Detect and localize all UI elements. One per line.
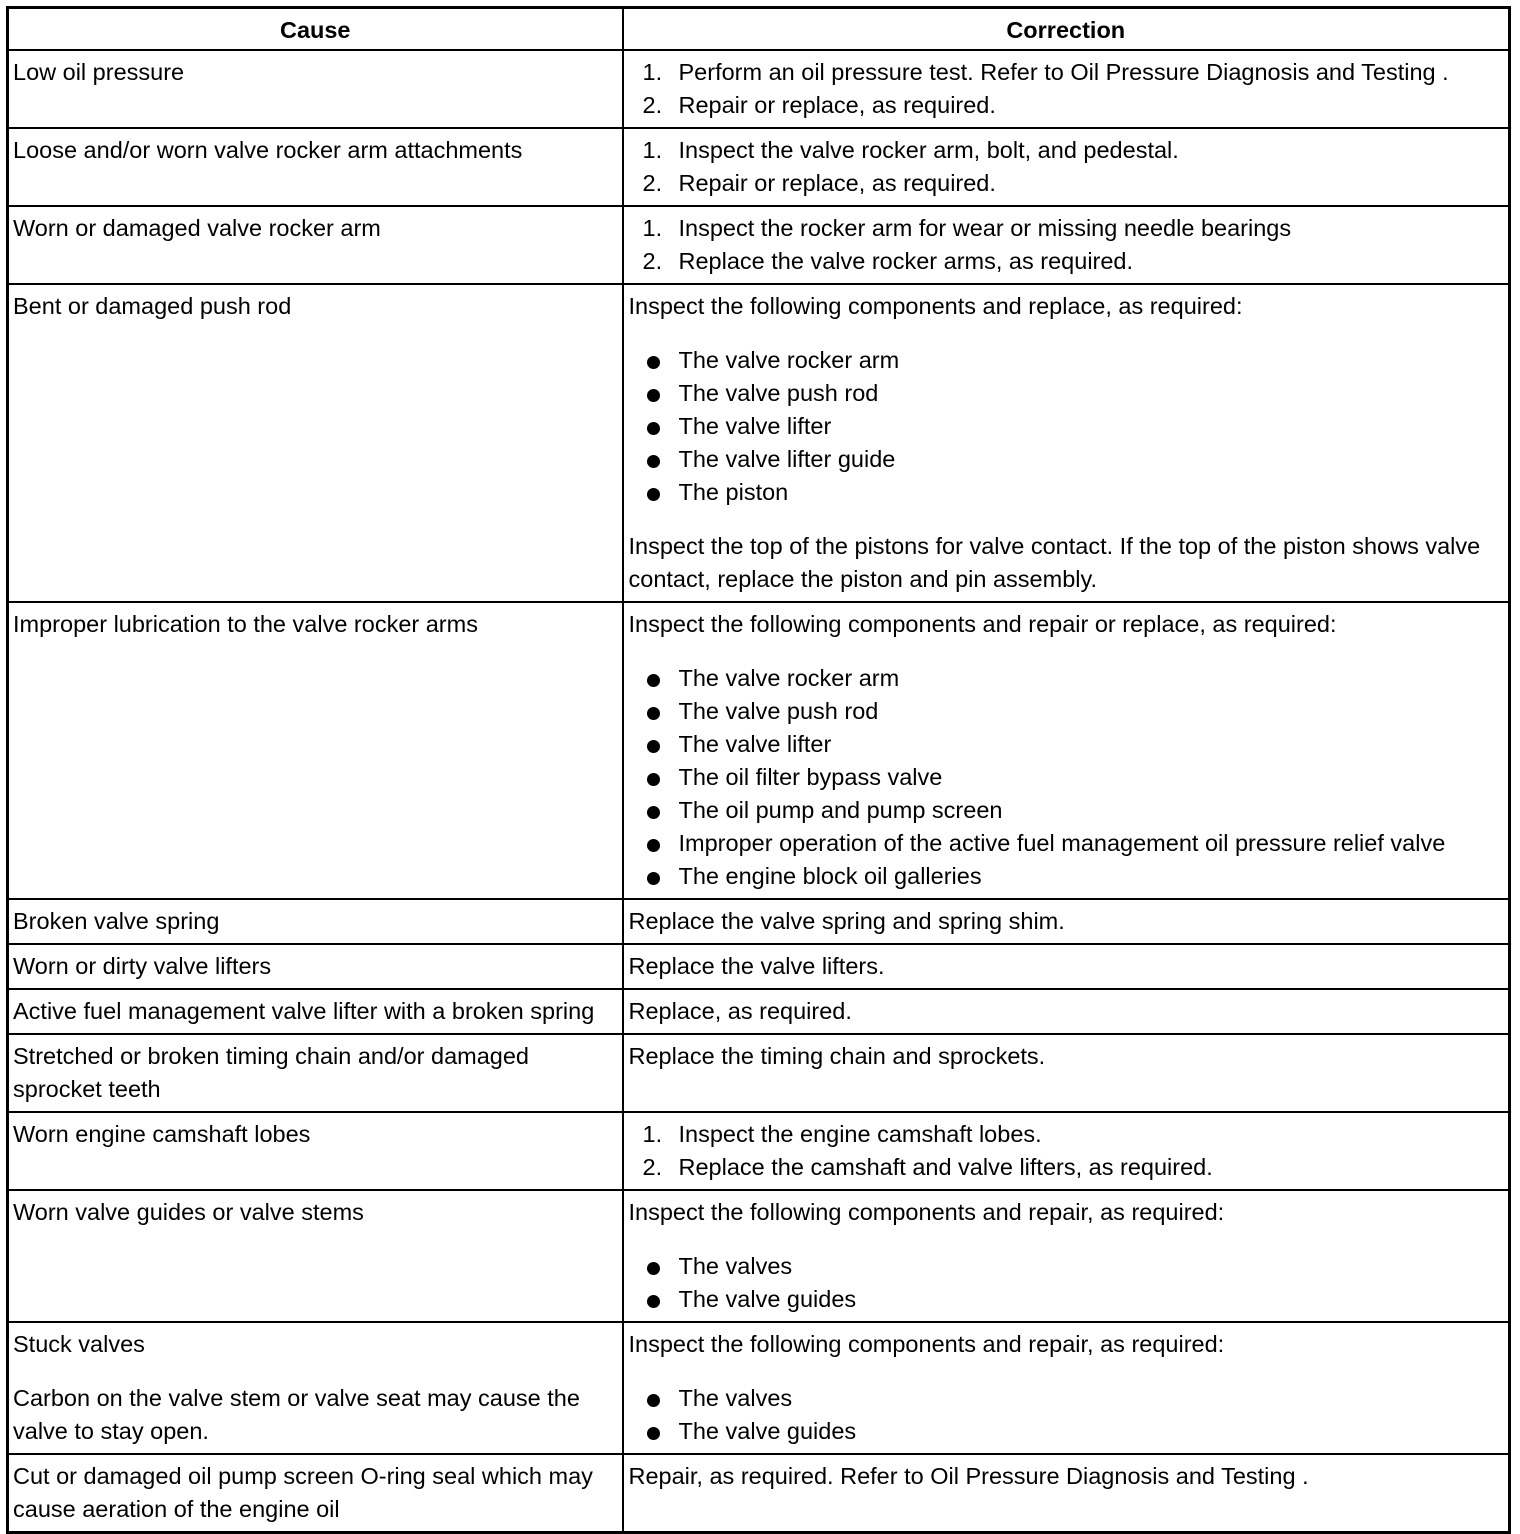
cause-text: Stuck valves [13,1331,145,1357]
step-text: Inspect the engine camshaft lobes. [678,1121,1042,1147]
correction-cell [623,944,1510,989]
correction-cell [623,1034,1510,1112]
numbered-step [629,245,1507,278]
step-number: 1. [642,215,663,241]
step-number: 1. [642,1121,663,1147]
numbered-step [629,212,1507,245]
numbered-steps [629,1118,1507,1184]
bullet-icon [647,356,660,369]
cause-column-header: Cause [8,8,623,51]
bullet-icon [647,1295,660,1308]
diagnostic-table [6,6,1511,1534]
component-list [629,344,1507,509]
component-list [629,1250,1507,1316]
table-row [8,944,1510,989]
table-row [8,1190,1510,1322]
cause-cell [8,944,623,989]
table-row [8,1454,1510,1533]
cause-text: Worn or damaged valve rocker arm [13,215,381,241]
component-text: The piston [678,479,789,505]
table-row [8,989,1510,1034]
bullet-icon [647,1394,660,1407]
numbered-steps [629,56,1507,122]
component-item [629,860,1507,893]
cause-cell [8,128,623,206]
step-number: 2. [642,1154,663,1180]
cause-cell [8,284,623,602]
cause-text: Stretched or broken timing chain and/or damaged sprocket teeth [13,1043,530,1102]
component-item [629,827,1507,860]
component-text: The valve lifter [678,413,832,439]
component-text: The valve lifter guide [678,446,896,472]
cause-text: Loose and/or worn valve rocker arm attachments [13,137,523,163]
cause-cell [8,602,623,899]
correction-cell [623,899,1510,944]
component-item [629,695,1507,728]
component-text: Improper operation of the active fuel management oil pressure relief valve [678,830,1446,856]
component-item [629,443,1507,476]
cause-cell [8,899,623,944]
component-item [629,344,1507,377]
numbered-step [629,56,1507,89]
component-item [629,1283,1507,1316]
correction-cell [623,206,1510,284]
cause-text: Broken valve spring [13,908,220,934]
component-text: The valve lifter [678,731,832,757]
numbered-steps [629,212,1507,278]
component-text: The oil filter bypass valve [678,764,943,790]
bullet-icon [647,773,660,786]
bullet-icon [647,674,660,687]
bullet-icon [647,1427,660,1440]
table-row [8,1322,1510,1454]
component-item [629,728,1507,761]
correction-cell [623,602,1510,899]
cause-note: Carbon on the valve stem or valve seat may cause the valve to stay open. [13,1385,580,1444]
cause-cell [8,206,623,284]
correction-text: Replace the valve lifters. [628,953,885,979]
numbered-step [629,167,1507,200]
correction-text: Repair, as required. Refer to Oil Pressure Diagnosis and Testing . [628,1463,1309,1489]
correction-text: Inspect the following components and replace, as required: [628,293,1243,319]
cause-text: Active fuel management valve lifter with a broken spring [13,998,595,1024]
component-text: The valves [678,1253,793,1279]
numbered-step [629,134,1507,167]
bullet-icon [647,488,660,501]
correction-text: Inspect the following components and repair or replace, as required: [628,611,1337,637]
component-item [629,761,1507,794]
table-row [8,284,1510,602]
step-number: 1. [642,137,663,163]
component-list [629,1382,1507,1448]
cause-text: Worn valve guides or valve stems [13,1199,364,1225]
component-text: The valves [678,1385,793,1411]
cause-text: Bent or damaged push rod [13,293,292,319]
cause-cell [8,1190,623,1322]
table-row [8,1112,1510,1190]
correction-text: Replace the valve spring and spring shim. [628,908,1065,934]
bullet-icon [647,707,660,720]
bullet-icon [647,872,660,885]
component-item [629,476,1507,509]
component-text: The valve push rod [678,380,879,406]
correction-text: Replace the timing chain and sprockets. [628,1043,1046,1069]
component-item [629,1250,1507,1283]
step-text: Inspect the rocker arm for wear or missing needle bearings [678,215,1292,241]
component-text: The oil pump and pump screen [678,797,1003,823]
cause-cell [8,1322,623,1454]
component-text: The valve guides [678,1418,857,1444]
component-item [629,1382,1507,1415]
cause-cell [8,1034,623,1112]
correction-cell [623,50,1510,128]
numbered-step [629,1151,1507,1184]
step-text: Inspect the valve rocker arm, bolt, and pedestal. [678,137,1179,163]
correction-text: Replace, as required. [628,998,852,1024]
table-row [8,206,1510,284]
numbered-step [629,89,1507,122]
bullet-icon [647,455,660,468]
step-text: Repair or replace, as required. [678,170,996,196]
step-number: 1. [642,59,663,85]
component-text: The valve guides [678,1286,857,1312]
bullet-icon [647,389,660,402]
component-item [629,377,1507,410]
cause-text: Cut or damaged oil pump screen O-ring seal which may cause aeration of the engine oil [13,1463,593,1522]
table-row [8,602,1510,899]
correction-column-header: Correction [623,8,1510,51]
component-text: The valve push rod [678,698,879,724]
numbered-steps [629,134,1507,200]
correction-cell [623,1190,1510,1322]
component-item [629,1415,1507,1448]
bullet-icon [647,740,660,753]
correction-cell [623,128,1510,206]
correction-text: Inspect the following components and repair, as required: [628,1331,1225,1357]
component-text: The valve rocker arm [678,665,900,691]
component-item [629,410,1507,443]
correction-cell [623,1112,1510,1190]
table-body [8,50,1510,1533]
bullet-icon [647,806,660,819]
component-text: The engine block oil galleries [678,863,982,889]
table-row [8,899,1510,944]
cause-cell [8,989,623,1034]
step-number: 2. [642,170,663,196]
step-text: Replace the camshaft and valve lifters, as required. [678,1154,1213,1180]
cause-text: Worn or dirty valve lifters [13,953,272,979]
step-text: Perform an oil pressure test. Refer to Oil Pressure Diagnosis and Testing . [678,59,1449,85]
cause-cell [8,50,623,128]
numbered-step [629,1118,1507,1151]
step-text: Repair or replace, as required. [678,92,996,118]
bullet-icon [647,839,660,852]
correction-cell [623,1322,1510,1454]
table-row [8,50,1510,128]
correction-text: Inspect the following components and repair, as required: [628,1199,1225,1225]
step-number: 2. [642,248,663,274]
table-row [8,128,1510,206]
bullet-icon [647,422,660,435]
cause-cell [8,1112,623,1190]
component-text: The valve rocker arm [678,347,900,373]
component-list [629,662,1507,893]
component-item [629,662,1507,695]
cause-text: Low oil pressure [13,59,185,85]
table-row [8,1034,1510,1112]
correction-cell [623,989,1510,1034]
step-text: Replace the valve rocker arms, as required. [678,248,1134,274]
correction-cell [623,284,1510,602]
table-header-row [8,8,1510,51]
bullet-icon [647,1262,660,1275]
correction-note: Inspect the top of the pistons for valve contact. If the top of the piston shows valve contact, replace the piston and pin assembly. [628,533,1481,592]
cause-cell [8,1454,623,1533]
step-number: 2. [642,92,663,118]
correction-cell [623,1454,1510,1533]
cause-text: Improper lubrication to the valve rocker arms [13,611,478,637]
component-item [629,794,1507,827]
cause-text: Worn engine camshaft lobes [13,1121,311,1147]
